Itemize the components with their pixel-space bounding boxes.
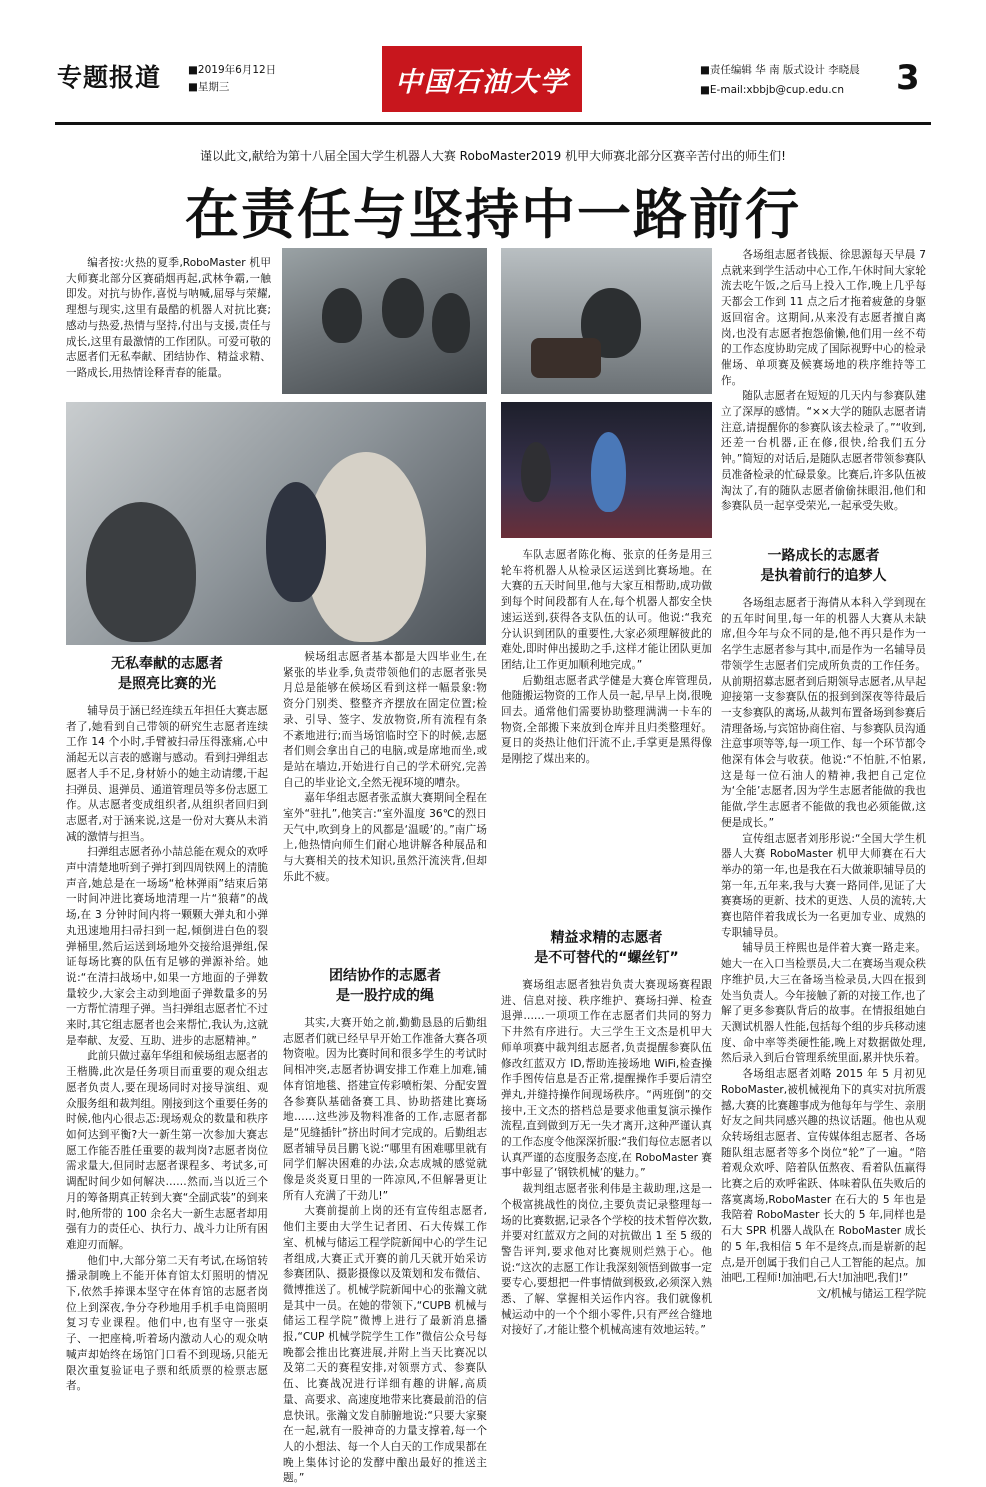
photo-robot-inspection	[501, 248, 712, 394]
editor-note-text: 编者按:火热的夏季,RoboMaster 机甲大师赛北部分区赛硝烟再起,武林争霸,一触即发。对抗与协作,喜悦与呐喊,屈辱与荣耀,理想与现实,这里有最酷的机器人对抗比赛;感动与热爱,热情与坚持,付出与支援,责任与成长,这里有最激情的工作团队。可爱可敬的志愿者们无私奉献、团结协作、精益求精、一路成长,用热情诠释青春的能量。	[66, 257, 271, 379]
issue-meta	[188, 62, 276, 96]
header-rule	[55, 122, 931, 125]
dedication-line: 谨以此文,献给为第十八届全国大学生机器人大赛 RoboMaster2019 机甲大师赛北部分区赛辛苦付出的师生们!	[200, 149, 786, 163]
paragraph: 此前只做过嘉年华组和候场组志愿者的王楷腾,此次是任务项目而重要的观众组志愿者负责人,要在现场同时对接导演组、观众服务组和裁判组。刚接到这个重要任务的时候,他内心很忐忑:现场观众的数量和秩序如何达到平衡?大一新生第一次参加大赛志愿工作能否胜任重要的裁判岗?志愿者岗位需求量大,但同时志愿者课程多、考试多,可调配时间少如何解决……然而,当以近三个月的筹备期真正转到大赛“全副武装”的到来时,他所带的 100 余名大一新生志愿者却用强有力的责任心、执行力、战斗力让所有困难迎刃而解。	[66, 1050, 268, 1251]
photo-ticket-check	[66, 402, 486, 645]
section-3-subhead	[501, 928, 712, 968]
byline: 文/机械与储运工程学院	[816, 1287, 926, 1300]
paragraph: 辅导员王梓熙也是伴着大赛一路走来。她大一在入口当检票员,大二在赛场当观众秩序维护员,大三在备场当检录员,大四在报到处当负责人。今年接触了新的对接工作,也了解了更多参赛队背后的故事。在情报组她白天测试机器人性能,包括每个组的步兵移动速度、命中率等类硬性能,晚上对数据做处理,然后录入到后台管理系统里面,累并快乐着。	[721, 942, 926, 1065]
section-2-title-line1: 团结协作的志愿者	[329, 968, 441, 984]
paragraph: 裁判组志愿者张利伟是主裁助理,这是一个极富挑战性的岗位,主要负责记录整理每一场的比赛数据,记录各个学校的技术暂停次数,并要对红蓝双方之间的对抗做出 1 至 5 级的警告评判,要求他对比赛规则烂熟于心。他说:“这次的志愿工作让我深刻领悟到做事一定要专心,要想把一件事情做到极致,必须深入熟悉、了解、掌握相关运作内容。我们就像机械运动中的一个个细小零件,只有严丝合缝地对接好了,才能让整个机械高速有效地运转。”	[501, 1183, 712, 1337]
paragraph: 辅导员于涵已经连续五年担任大赛志愿者了,她看到自己带领的研究生志愿者连续工作 14 个小时,手臂被扫帚压得涨痛,心中涌起无以言表的感谢与感动。看到扫弹组志愿者人手不足,身材娇小的她主动请缨,干起扫弹员、退弹员、通道管理员等多份志愿工作。从志愿者变成组织者,从组织者回归到志愿者,对于涵来说,这是一份对大赛从未消减的激情与担当。	[66, 705, 268, 843]
paragraph: 宣传组志愿者刘彤彤说:“全国大学生机器人大赛 RoboMaster 机甲大师赛在石大举办的第一年,也是我在石大做兼职辅导员的第一年,五年来,我与大赛一路同伴,见证了大赛赛场的更新、技术的更迭、人员的流转,大赛也陪伴着我成长为一名更加专业、成熟的专职辅导员。	[721, 832, 926, 939]
paragraph: 后勤组志愿者武学健是大赛仓库管理员,他随搬运物资的工作人员一起,早早上岗,很晚回去。通常他们需要协助整理满满一卡车的物资,全部搬下来放到仓库并且归类整理好。夏日的炎热让他们汗流不止,手掌更是黑得像是刚挖了煤出来的。	[501, 674, 712, 766]
paragraph: 他们中,大部分第二天有考试,在场馆转播录制晚上不能开体育馆太灯照明的情况下,依然手捧课本坚守在体育馆的志愿者岗位上到深夜,争分夺秒地用手机手电筒照明复习专业课程。他们中,也有坚守一张桌子、一把座椅,听着场内激动人心的观众呐喊声却始终在场馆门口看不到现场,只能无限次重复验证电子票和纸质票的检票志愿者。	[66, 1254, 268, 1393]
page-number: 3	[896, 58, 920, 98]
section-title: 专题报道	[57, 63, 162, 92]
issue-date: ■2019年6月12日	[188, 64, 277, 76]
section-2-title-line2: 是一股拧成的绳	[336, 988, 434, 1004]
issue-weekday: ■星期三	[188, 81, 230, 93]
section-4-text-col4	[721, 596, 926, 1303]
paragraph: 车队志愿者陈化梅、张京的任务是用三轮车将机器人从检录区运送到比赛场地。在大赛的五天时间里,他与大家互相帮助,成功做到每个时间段都有人在,每个机器人都安全快速运送到,获得各支队伍的认可。他说:“我充分认识到团队的重要性,大家必须理解彼此的难处,即时伸出援助之手,这样才能让团队更加团结,让工作更加顺利地完成。”	[501, 549, 712, 671]
section-3-title-line2: 是不可替代的“螺丝钉”	[534, 950, 679, 966]
section-4-title-line2: 是执着前行的追梦人	[760, 568, 887, 584]
section-4-subhead	[721, 546, 926, 586]
section-3-text-col4	[721, 248, 926, 515]
section-1-text-col2	[283, 650, 487, 886]
paragraph: 其实,大赛开始之前,勤勤恳恳的后勤组志愿者们就已经早早开始工作准备大赛各项物资啦。因为比赛时间和很多学生的考试时间相冲突,志愿者协调安排工作难上加难,铺体育馆地毯、搭建宣传彩喷桁架、分配安置各参赛队基础备赛工具、协助搭建比赛场地……这些涉及物料准备的工作,志愿者都是“见缝插针”挤出时间才完成的。后勤组志愿者辅导员吕鹏飞说:“哪里有困难哪里就有同学们解决困难的办法,众志成城的感觉就像是炎炎夏日里的一阵凉风,不但解暑更让所有人充满了干劲儿!”	[283, 1017, 487, 1202]
photo-arena-sweeping	[501, 402, 712, 538]
section-4-title-line1: 一路成长的志愿者	[767, 548, 880, 564]
section-1-subhead	[66, 654, 268, 694]
headline: 在责任与坚持中一路前行	[185, 183, 801, 246]
paragraph: 候场组志愿者基本都是大四毕业生,在紧张的毕业季,负责带领他们的志愿者张昊月总是能够在候场区看到这样一幅景象:物资分门别类、整整齐齐摆放在固定位置;检录、引导、签字、发放物资,所有流程有条不紊地进行;而当场馆临时空下的时候,志愿者们则会拿出自己的电脑,或是席地而坐,或是站在墙边,开始进行自己的学术研究,完善自己的毕业论文,全然无视环境的嘈杂。	[283, 651, 487, 789]
section-2-text-col2	[283, 1016, 487, 1487]
paragraph: 扫弹组志愿者孙小喆总能在观众的欢呼声中清楚地听到子弹打到四周铁网上的清脆声音,她总是在一场场“枪林弹雨”结束后第一时间冲进比赛场地清理一片“狼藉”的战场,在 3 分钟时间内将一颗颗大弹丸和小弹丸迅速地用扫帚扫到一起,倾倒进白色的裂弹桶里,然后运送到场地外交接给退弹组,保证每场比赛的队伍有足够的弹源补给。她说:“在清扫战场中,如果一方地面的子弹数量较少,大家会主动到地面子弹数量多的另一方帮忙清理子弹。当扫弹组志愿者忙不过来时,其它组志愿者也会来帮忙,我认为,这就是奉献、友爱、互助、进步的志愿精神。”	[66, 846, 268, 1047]
section-1-title-line1: 无私奉献的志愿者	[111, 656, 223, 672]
editor-note	[66, 256, 271, 382]
paragraph: 各场组志愿者钱振、徐思源每天早晨 7 点就来到学生活动中心工作,午休时间大家轮流去吃午饭,之后马上投入工作,晚上几乎每天都会工作到 11 点之后才拖着疲惫的身躯返回宿舍。这期间,从来没有志愿者擅自离岗,也没有志愿者抱怨偷懒,他们用一丝不苟的工作态度协助完成了国际视野中心的检录催场、单项赛及候赛场地的秩序维持等工作。	[721, 249, 926, 387]
section-1-title-line2: 是照亮比赛的光	[118, 676, 216, 692]
paragraph: 各场组志愿者刘略 2015 年 5 月初见 RoboMaster,被机械视角下的真实对抗所震撼,大赛的比赛趣事成为他每年与学生、亲朋好友之间共同感兴趣的热议话题。他也从观众转场组志愿者、宣传媒体组志愿者、各场随队组志愿者等多个岗位“轮”了一遍。“陪着观众欢呼、陪着队伍熬夜、看着队伍赢得比赛之后的欢呼雀跃、体味着队伍失败后的落寞离场,RoboMaster 在石大的 5 年也是我陪着 RoboMaster 长大的 5 年,同样也是石大 SPR 机器人战队在 RoboMaster 成长的 5 年,我相信 5 年不是终点,而是崭新的起点,是开创属于我们自己人工智能的起点。加油吧,工程师!加油吧,石大!加油吧,我们!”	[721, 1068, 926, 1285]
section-2-text-col3	[501, 548, 712, 768]
paragraph: 随队志愿者在短短的几天内与参赛队建立了深厚的感情。“××大学的随队志愿者请注意,请提醒你的参赛队该去检录了。”“收到,还差一台机器,正在修,很快,给我们五分钟。”简短的对话后,是随队志愿者带领参赛队员准备检录的忙碌景象。比赛后,许多队伍被淘汰了,有的随队志愿者偷偷抹眼泪,他们和参赛队员一起享受荣光,一起承受失败。	[721, 390, 926, 513]
paragraph: 各场组志愿者于海倩从本科入学到现在的五年时间里,每一年的机器人大赛从未缺席,但今年与众不同的是,他不再只是作为一名学生志愿者参与其中,而是作为一名辅导员带领学生志愿者们完成所负责的工作任务。从前期招募志愿者到后期领导志愿者,从早起迎接第一支参赛队伍的报到到深夜等待最后一支参赛队的离场,从裁判布置备场到参赛后清理备场,与宾馆协商住宿、与参赛队员沟通注意事项等等,每一项工作、每一个环节都令他深有体会与收获。他说:“不怕脏,不怕累,这是每一位石油人的精神,我把自己定位为‘全能’志愿者,因为学生志愿者能做的我也能做,学生志愿者不能做的我也必须能做,这便是成长。”	[721, 597, 926, 829]
editor-info	[700, 60, 860, 100]
section-2-subhead	[283, 966, 487, 1006]
paragraph: 嘉年华组志愿者张孟旗大赛期间全程在室外“驻扎”,他笑言:“室外温度 36℃的烈日天气中,吹到身上的风都是‘温暖’的。”南广场上,他热情向师生们耐心地讲解各种展品和与大赛相关的技术知识,虽然汗流浃背,但却乐此不疲。	[283, 792, 487, 883]
paragraph: 大赛前提前上岗的还有宣传组志愿者,他们主要由大学生记者团、石大传媒工作室、机械与储运工程学院新闻中心的学生记者组成,大赛正式开赛的前几天就开始采访参赛团队、摄影摄像以及策划和发布微信、微博推送了。机械学院新闻中心的张瀚文就是其中一员。在她的带领下,“CUPB 机械与储运工程学院”微博上进行了最新消息播报,“CUP 机械学院学生工作”微信公众号每晚都会推出比赛进展,并附上当天比赛况以及第二天的赛程安排,对领票方式、参赛队伍、比赛战况进行详细有趣的讲解,高质量、高要求、高速度地带来比赛最前沿的信息快讯。张瀚文发自肺腑地说:“只要大家聚在一起,就有一股神奇的力量支撑着,每一个人的小想法、每一个人白天的工作成果都在晚上集体讨论的发酵中酿出最好的推送主题。”	[283, 1205, 487, 1485]
contact-email: ■E-mail:xbbjb@cup.edu.cn	[700, 84, 844, 96]
paragraph: 赛场组志愿者独岩负责大赛现场赛程跟进、信息对接、秩序维护、赛场扫弹、检查退弹……一项项工作在志愿者们共同的努力下井然有序进行。大三学生王文杰是机甲大师单项赛中裁判组志愿者,负责提醒参赛队伍修改红蓝双方 ID,帮助连接场地 WiFi,检查操作手图传信息是否正常,提醒操作手要后清空弹丸,并缝持操作间现场秩序。“两班倒”的交接中,王文杰的搭档总是要求他重复演示操作流程,直到做到万无一失才离开,这种严谨认真的工作态度令他深深折服:“我们每位志愿者以认真严谨的态度服务态度,在 RoboMaster 赛事中彰显了‘钢铁机械’的魅力。”	[501, 979, 712, 1180]
section-3-text-col3	[501, 978, 712, 1339]
photo-volunteers-at-desk	[282, 248, 487, 394]
responsible-editors: ■责任编辑 华 南 版式设计 李晓晨	[700, 64, 860, 76]
section-1-text-col1	[66, 704, 268, 1395]
section-3-title-line1: 精益求精的志愿者	[550, 930, 663, 946]
masthead-logo: 中国石油大学	[382, 46, 582, 112]
